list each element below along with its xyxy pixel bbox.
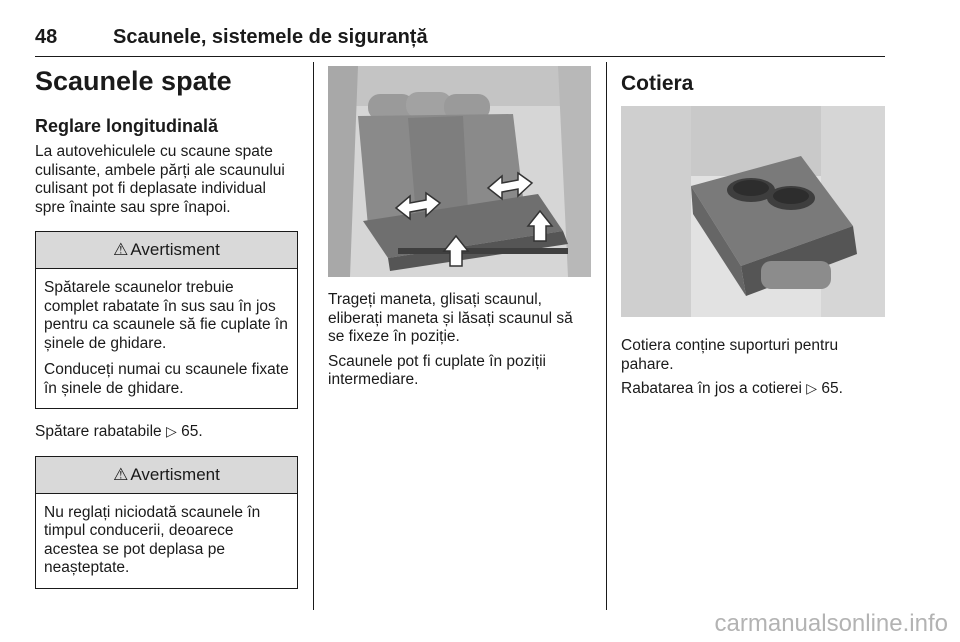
warning-box [35,456,298,589]
warning-paragraph: Conduceți numai cu scaunele fixate în șinele de ghidare. [44,361,289,397]
page-number: 48 [35,26,58,48]
page-reference-icon: ▷ [806,381,818,397]
intro-paragraph: La autovehiculele cu scaune spate culisante, ambele părți ale scaunului culisant pot fi deplasate individual spre înainte sau spre înapoi. [35,143,285,216]
section-title: Scaunele, sistemele de siguranță [113,26,428,48]
armrest-fold-paragraph [621,380,885,399]
armrest-illustration [621,106,885,317]
armrest-heading: Cotiera [621,72,694,95]
armrest-description: Cotiera conține suporturi pentru pahare. [621,337,839,373]
instruction-paragraph: Scaunele pot fi cuplate în poziții intermediare. [328,352,546,388]
column-divider [313,62,314,610]
warning-box [35,231,298,409]
watermark: carmanualsonline.info [714,610,948,637]
right-column [621,62,885,399]
rear-seat-illustration [328,66,591,277]
page-header [35,20,885,57]
armrest-fold-text: Rabatarea în jos a cotierei [621,380,802,397]
longitudinal-adjust-heading: Reglare longitudinală [35,116,219,136]
warning-header [36,457,297,494]
page-reference[interactable]: 65. [821,380,843,397]
warning-label: Avertisment [130,240,220,259]
column-divider [606,62,607,610]
foldable-backrests-text: Spătare rabatabile [35,423,162,440]
armrest-image [621,106,885,317]
page-reference-icon: ▷ [165,424,177,440]
warning-triangle-icon: ⚠ [113,464,129,484]
page-reference[interactable]: 65. [181,423,203,440]
warning-body [36,269,297,408]
warning-body [36,494,297,588]
warning-header [36,232,297,269]
instruction-paragraph: Trageți maneta, glisați scaunul, eliberați maneta și lăsați scaunul să se fixeze în poziție. [328,291,573,345]
rear-seats-heading: Scaunele spate [35,66,232,96]
warning-paragraph: Nu reglați niciodată scaunele în timpul conducerii, deoarece acestea se pot deplasa pe neașteptate. [44,503,261,576]
rear-seat-image [328,66,591,277]
warning-label: Avertisment [130,464,220,484]
middle-column [328,62,591,390]
left-column [35,62,298,589]
foldable-backrests-paragraph [35,423,298,442]
warning-paragraph: Spătarele scaunelor trebuie complet rabatate în sus sau în jos pentru ca scaunele să fie cuplate în șinele de ghidare. [44,279,288,352]
warning-triangle-icon: ⚠ [113,240,129,259]
